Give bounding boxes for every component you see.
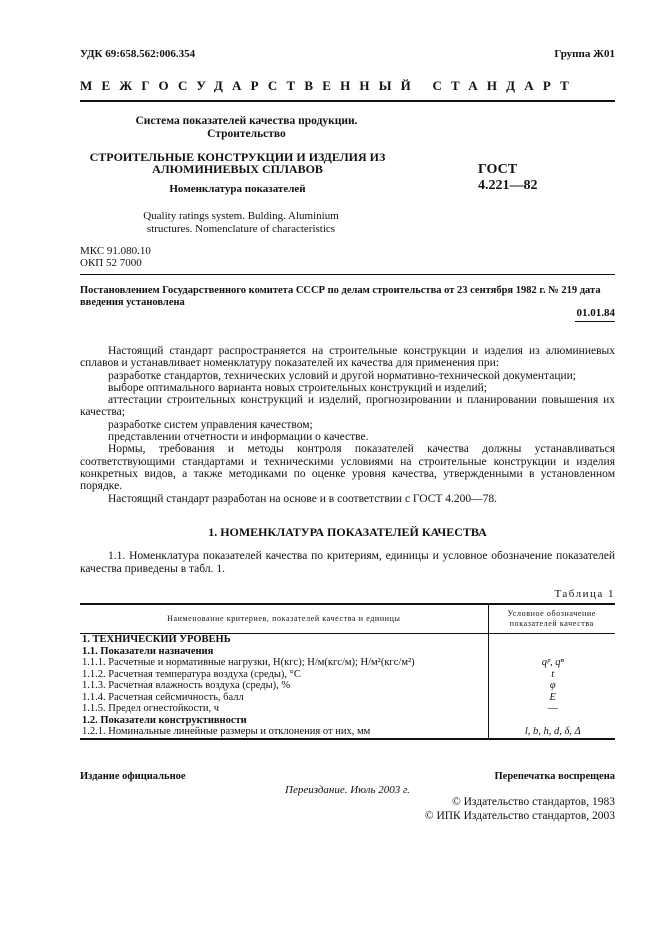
gost-code: 4.221—82	[478, 178, 538, 193]
udk-code: УДК 69:658.562:006.354	[80, 48, 196, 60]
codes-rule	[80, 274, 615, 275]
col-header-symbol-line-1: Условное обозначение	[507, 609, 596, 618]
table-row	[80, 646, 615, 658]
row-symbol: qᵖ, qⁿ	[541, 657, 564, 668]
table-row	[80, 680, 615, 692]
table-row	[80, 669, 615, 681]
intro-paragraph: Настоящий стандарт разработан на основе и в соответствии с ГОСТ 4.200—78.	[108, 492, 498, 505]
standard-banner: МЕЖГОСУДАРСТВЕННЫЙ СТАНДАРТ	[80, 78, 579, 93]
intro-paragraph: выборе оптимального варианта новых строительных конструкций и изделий;	[108, 381, 488, 394]
row-symbol: φ	[549, 680, 556, 691]
date-underline	[575, 321, 615, 322]
table-row	[80, 715, 615, 727]
table-row	[80, 634, 615, 646]
row-symbol: t	[551, 668, 555, 680]
row-name: 1.1.3. Расчетная влажность воздуха (среды), %	[80, 680, 488, 692]
title-line-2: АЛЮМИНИЕВЫХ СПЛАВОВ	[152, 162, 323, 176]
reissue-note: Переиздание. Июль 2003 г.	[285, 784, 410, 796]
row-symbol	[488, 715, 615, 727]
section-heading: 1. НОМЕНКЛАТУРА ПОКАЗАТЕЛЕЙ КАЧЕСТВА	[208, 525, 487, 539]
row-name: 1.1.4. Расчетная сейсмичность, балл	[80, 692, 488, 704]
row-name: 1.1.5. Предел огнестойкости, ч	[80, 703, 488, 715]
english-line-2: structures. Nomenclature of characteristics	[146, 223, 336, 235]
copyright-2003: © ИПК Издательство стандартов, 2003	[424, 810, 615, 822]
intro-paragraph: аттестации строительных конструкций и изделий, прогнозировании и планировании повышения их качества;	[80, 394, 615, 419]
table-header-row	[80, 604, 615, 634]
indicators-table	[80, 603, 615, 740]
document-subtitle: Номенклатура показателей	[169, 183, 306, 195]
table-row	[80, 726, 615, 739]
row-symbol	[488, 634, 615, 646]
classification-codes	[80, 245, 151, 269]
intro-paragraph: Настоящий стандарт распространяется на строительные конструкции и изделия из алюминиевых сплавов и устанавливает номенклатуру показателей их качества для применения при:	[80, 345, 615, 370]
row-symbol: l, b, h, d, δ, Δ	[488, 726, 615, 739]
english-line-1: Quality ratings system. Bulding. Aluminium	[143, 210, 339, 222]
copyright-1983: © Издательство стандартов, 1983	[451, 796, 615, 808]
table-row	[80, 692, 615, 704]
mks-code: МКС 91.080.10	[80, 245, 151, 257]
row-name: 1.1. Показатели назначения	[80, 646, 488, 658]
section-paragraph: 1.1. Номенклатура показателей качества по критериям, единицы и условное обозначение показателей качества приведены в табл. 1.	[80, 550, 615, 575]
col-header-name: Наименование критериев, показателей качества и единицы	[80, 604, 488, 634]
official-edition: Издание официальное	[80, 771, 186, 782]
document-title	[80, 151, 395, 175]
row-name: 1.2. Показатели конструктивности	[80, 715, 488, 727]
table-caption: Таблица 1	[554, 588, 615, 600]
intro-paragraph: разработке систем управления качеством;	[108, 418, 313, 431]
okp-code: ОКП 52 7000	[80, 257, 142, 269]
english-title	[136, 210, 346, 236]
group-code: Группа Ж01	[554, 48, 615, 60]
title-line-1: СТРОИТЕЛЬНЫЕ КОНСТРУКЦИИ И ИЗДЕЛИЯ ИЗ	[89, 150, 386, 164]
intro-paragraph: представлении отчетности и информации о качестве.	[108, 431, 369, 444]
decree-text: Постановлением Государственного комитета СССР по делам строительства от 23 сентября 1982 г. № 219 дата введения установлена	[80, 285, 601, 308]
table-row	[80, 703, 615, 715]
gost-label: ГОСТ	[478, 162, 518, 177]
intro-paragraph: разработке стандартов, технических условий и другой нормативно-технической документации;	[108, 369, 576, 382]
system-line-2: Строительство	[207, 128, 286, 140]
table-row	[80, 657, 615, 669]
row-name: 1. ТЕХНИЧЕСКИЙ УРОВЕНЬ	[80, 634, 488, 646]
row-name: 1.1.2. Расчетная температура воздуха (среды), °С	[80, 669, 488, 681]
reprint-notice: Перепечатка воспрещена	[494, 771, 615, 782]
col-header-symbol-line-2: показателей качества	[509, 619, 594, 628]
row-name: 1.1.1. Расчетные и нормативные нагрузки, Н(кгс); Н/м(кгс/м); Н/м²(кгс/м²)	[80, 657, 488, 669]
banner-rule	[80, 100, 615, 102]
introduction-date: 01.01.84	[576, 307, 615, 319]
intro-text	[80, 345, 615, 505]
intro-paragraph: Нормы, требования и методы контроля показателей качества должны устанавливаться соответствующими стандартами и техническими условиями на строительные конструкции и изделия конкретных видов, а также методиками по оценке уровня качества, утвержденными в установленном порядке.	[80, 443, 615, 493]
gost-number	[478, 162, 538, 194]
col-header-symbol	[488, 604, 615, 634]
row-symbol: —	[547, 703, 558, 714]
system-line-1: Система показателей качества продукции.	[135, 115, 358, 127]
row-name: 1.2.1. Номинальные линейные размеры и отклонения от них, мм	[80, 726, 488, 739]
row-symbol: E	[549, 691, 556, 703]
row-symbol	[488, 646, 615, 658]
system-title	[80, 115, 413, 141]
